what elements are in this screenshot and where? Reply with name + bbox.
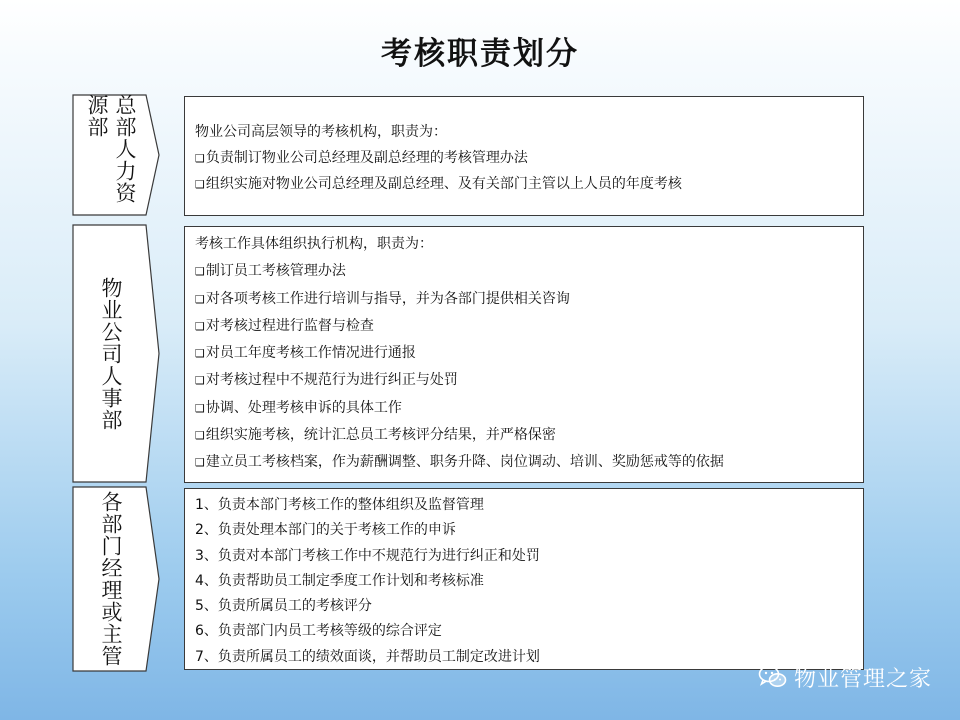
duty-item: ❑负责制订物业公司总经理及副总经理的考核管理办法: [195, 150, 528, 166]
page-title: 考核职责划分: [381, 36, 579, 72]
duty-item: ❑协调、处理考核申诉的具体工作: [195, 399, 402, 416]
checkbox-bullet-icon: ❑: [195, 456, 205, 470]
duty-item: 7、负责所属员工的绩效面谈，并帮助员工制定改进计划: [195, 648, 540, 665]
checkbox-bullet-icon: ❑: [195, 401, 205, 415]
duty-item: ❑对考核过程中不规范行为进行纠正与处罚: [195, 372, 458, 389]
checkbox-bullet-icon: ❑: [195, 319, 205, 333]
section-panel-hr-department: [184, 96, 864, 216]
section-label-text: 总部人力资源部: [85, 94, 137, 204]
duty-item: ❑建立员工考核档案，作为薪酬调整、职务升降、岗位调动、培训、奖励惩戒等的依据: [195, 454, 724, 471]
duty-item: ❑对员工年度考核工作情况进行通报: [195, 345, 416, 362]
duty-item: 5、负责所属员工的考核评分: [195, 598, 372, 615]
checkbox-bullet-icon: ❑: [195, 347, 205, 361]
watermark: [758, 662, 932, 692]
section-intro: 考核工作具体组织执行机构，职责为：: [195, 236, 433, 252]
duty-item: ❑对考核过程进行监督与检查: [195, 317, 374, 334]
duty-item: 1、负责本部门考核工作的整体组织及监督管理: [195, 497, 484, 513]
duty-item: ❑组织实施对物业公司总经理及副总经理、及有关部门主管以上人员的年度考核: [195, 176, 682, 192]
wechat-icon: [758, 664, 788, 690]
watermark-text: 物业管理之家: [794, 666, 933, 692]
section-panel-personnel-department: [184, 226, 864, 483]
checkbox-bullet-icon: ❑: [195, 429, 205, 443]
section-panel-department-managers: [184, 488, 864, 670]
checkbox-bullet-icon: ❑: [195, 178, 205, 191]
checkbox-bullet-icon: ❑: [195, 374, 205, 388]
duty-item: ❑对各项考核工作进行培训与指导，并为各部门提供相关咨询: [195, 290, 570, 307]
section-intro: 物业公司高层领导的考核机构，职责为：: [195, 124, 447, 140]
checkbox-bullet-icon: ❑: [195, 152, 205, 165]
duty-item: 4、负责帮助员工制定季度工作计划和考核标准: [195, 572, 484, 589]
duty-item: ❑制订员工考核管理办法: [195, 263, 346, 280]
duty-item: 2、负责处理本部门的关于考核工作的申诉: [195, 522, 456, 539]
section-label-text: 物业公司人事部: [99, 276, 123, 431]
section-label-text: 各部门经理或主管: [99, 491, 123, 667]
section-label-hr-department: [72, 94, 160, 216]
duty-item: ❑组织实施考核，统计汇总员工考核评分结果，并严格保密: [195, 427, 556, 444]
duty-item: 3、负责对本部门考核工作中不规范行为进行纠正和处罚: [195, 547, 540, 564]
checkbox-bullet-icon: ❑: [195, 265, 205, 279]
section-label-personnel-department: [72, 224, 160, 483]
duty-item: 6、负责部门内员工考核等级的综合评定: [195, 623, 442, 640]
checkbox-bullet-icon: ❑: [195, 292, 205, 306]
section-label-department-managers: [72, 486, 160, 672]
